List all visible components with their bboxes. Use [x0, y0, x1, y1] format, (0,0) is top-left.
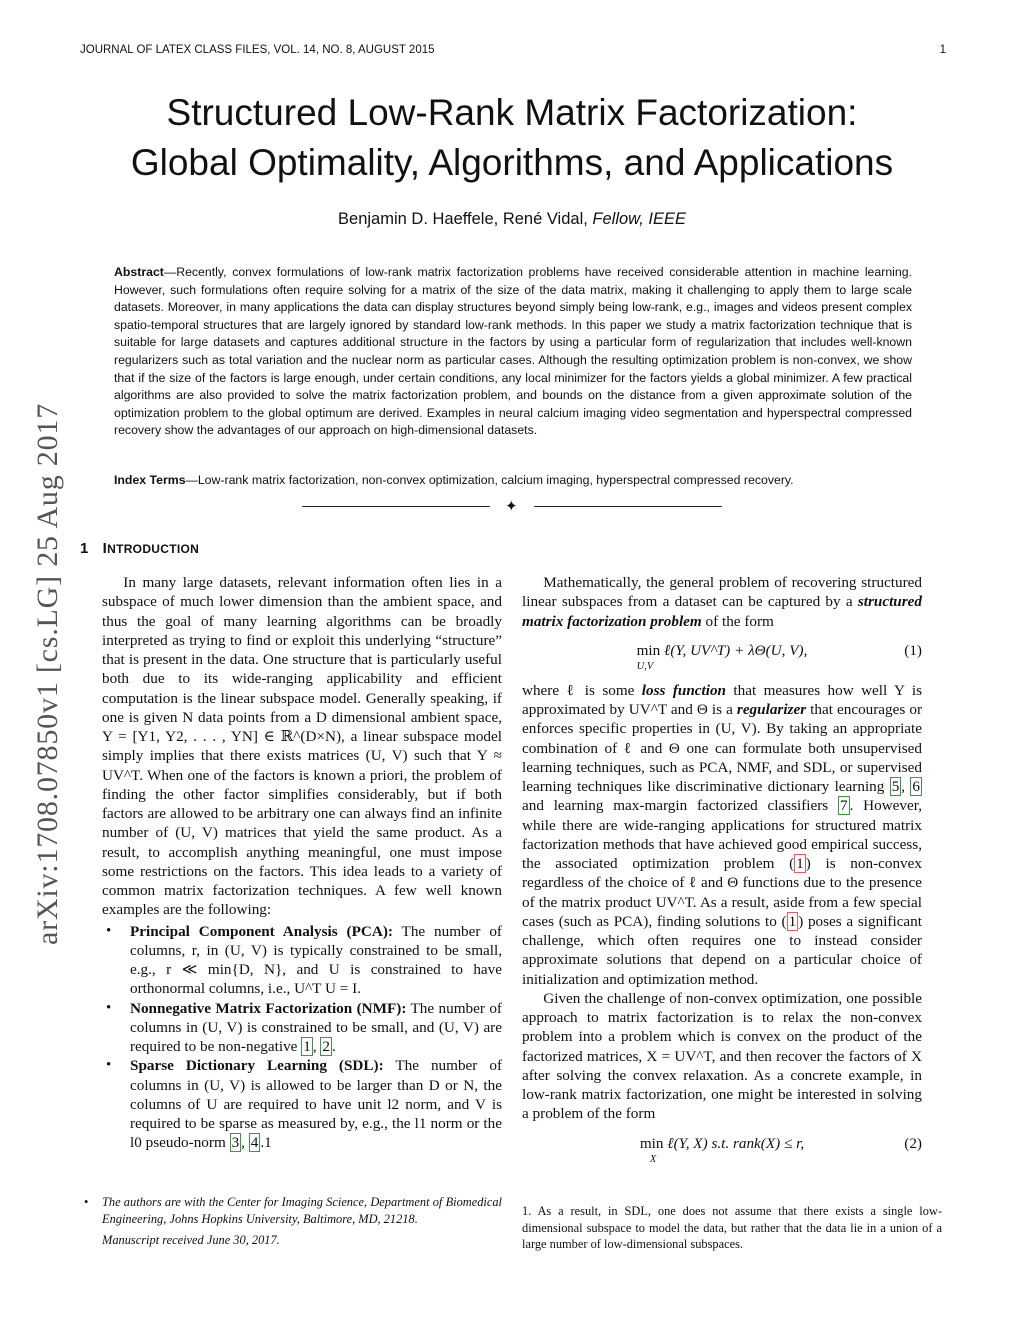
separator-diamond-icon: ✦: [505, 499, 518, 515]
abstract-label: Abstract: [114, 265, 164, 279]
index-terms-text: —Low-rank matrix factorization, non-convex optimization, calcium imaging, hyperspectral compressed recovery.: [185, 473, 794, 487]
paragraph-text: poses a significant challenge, which often requires one to instead consider approximate solutions that depend on a particular choice of initialization and optimization method.: [522, 912, 922, 988]
author-names: Benjamin D. Haeffele, René Vidal,: [338, 210, 588, 228]
equation-body: [522, 1134, 922, 1165]
paragraph-text: and learning max-margin factorized classifiers: [522, 797, 838, 815]
list-item: • Sparse Dictionary Learning (SDL): The number of columns in (U, V) is allowed to be larger than D or N, the columns of U are required to have unit l2 norm, and V is required to be sparse as measured by, e.g., the l1 norm or the l0 pseudo-norm 3 , 4 .1: [130, 1056, 502, 1152]
author-line: [60, 210, 964, 229]
equation-expression: ℓ(Y, UV^T) + λΘ(U, V),: [664, 641, 808, 659]
list-item-term: Principal Component Analysis (PCA):: [130, 922, 393, 940]
section-title-initial: I: [102, 540, 108, 557]
citation-link[interactable]: 2: [322, 1038, 330, 1055]
emphasis-term: regularizer: [736, 701, 807, 718]
bullet-icon: •: [84, 1195, 89, 1209]
paragraph-text: . However, while there are wide-ranging applications for structured matrix factorization methods that have achieved good empirical success, the associated optimization problem: [522, 797, 922, 872]
separator-line-left: [302, 506, 490, 507]
equation-subscript: U,V: [636, 660, 654, 672]
affiliation-footnote: [84, 1194, 502, 1227]
citation-link[interactable]: 1: [303, 1038, 311, 1055]
list-item-text: The number of columns, r, in (U, V) is typically constrained to be small, e.g., r ≪ min{D, N}, and U is constrained to have orthonormal columns, i.e., U^T U = I.: [130, 922, 502, 998]
paragraph: where ℓ is some loss function that measures how well Y is approximated by UV^T and Θ is a regularizer that encourages or enforces specific properties in (U, V). By taking an appropriate combination of ℓ and Θ one can formulate both unsupervised learning techniques, such as PCA, NMF, and SDL, or supervised learning techniques like discriminative dictionary learning 5 , 6 and learning max-margin factorized classifiers 7 . However, while there are wide-ranging applications for structured matrix factorization methods that have achieved good empirical success, the associated optimization problem ( 1 ) is non-convex regardless of the choice of ℓ and Θ functions due to the presence of the matrix product UV^T. As a result, aside from a few special cases (such as PCA), finding solutions to ( 1 ) poses a significant challenge, which often requires one to instead consider approximate solutions that depend on a particular choice of initialization and optimization method.: [522, 681, 923, 988]
abstract-text: —Recently, convex formulations of low-rank matrix factorization problems have received considerable attention in machine learning. However, such formulations often require solving for a matrix of the size of the data matrix, making it challenging to apply them to large scale datasets. Moreover, in many applications the data can display structures beyond simply being low-rank, e.g., images and videos present complex spatio-temporal structures that are largely ignored by standard low-rank methods. In this paper we study a matrix factorization technique that is suitable for large datasets and captures additional structure in the factors by using a particular form of regularization that includes well-known regularizers such as total variation and the nuclear norm as particular cases. Although the resulting optimization problem is non-convex, we show that if the size of the factors is large enough, under certain conditions, any local minimizer for the factors yields a global minimizer. A few practical algorithms are also provided to solve the matrix factorization problem, and bounds on the distance from a given approximate solution of the optimization problem to the global optimum are derived. Examples in neural calcium imaging video segmentation and hyperspectral compressed recovery show the advantages of our approach on high-dimensional datasets.: [114, 265, 912, 438]
list-item-term: Nonnegative Matrix Factorization (NMF):: [130, 999, 407, 1017]
footnote-1: 1. As a result, in SDL, one does not assume that there exists a single low-dimensional subspace to model the data, but rather that the data lie in a union of a large number of low-dimensional subspaces.: [522, 1204, 942, 1252]
author-fellow: Fellow, IEEE: [592, 210, 686, 228]
list-item: [130, 922, 502, 999]
paragraph-text: where ℓ is some: [522, 681, 642, 699]
arxiv-identifier: arXiv:1708.07850v1 [cs.LG] 25 Aug 2017: [31, 402, 64, 945]
index-terms: [114, 472, 912, 490]
paragraph-text: that encourages or enforces specific properties in (U, V). By taking an appropriate combination of ℓ and Θ one can formulate both unsupervised learning techniques, such as PCA, NMF, and SDL, or supervised learning techniques like discriminative dictionary learning: [522, 701, 923, 795]
list-item-tail: .1: [260, 1134, 272, 1152]
citation-link[interactable]: 7: [839, 797, 848, 815]
list-item-tail: .: [332, 1038, 336, 1055]
equation-subscript: X: [649, 1153, 657, 1165]
equation-1: [522, 637, 922, 677]
paragraph-text: of the form: [701, 612, 774, 630]
section-title-rest: NTRODUCTION: [107, 542, 200, 556]
section-separator: [302, 497, 722, 517]
citation-link[interactable]: 5: [891, 778, 900, 795]
title-line-1: Structured Low-Rank Matrix Factorization:: [166, 92, 858, 133]
affiliation-text: The authors are with the Center for Imaging Science, Department of Biomedical Engineering, Johns Hopkins University, Baltimore, MD, 21218.: [102, 1195, 502, 1226]
citation-link[interactable]: 4: [250, 1134, 259, 1152]
emphasis-term: loss function: [641, 681, 727, 699]
paragraph: Given the challenge of non-convex optimization, one possible approach to matrix factorization is to relax the non-convex problem into a problem which is convex on the product of the factorized matrices, X = UV^T, and then recover the factors of X after solving the convex relaxation. As a concrete example, in low-rank matrix factorization, one might be interested in solving a problem of the form: [522, 989, 922, 1123]
equation-operator: min: [636, 641, 661, 659]
running-header: [80, 44, 946, 62]
index-terms-label: Index Terms: [114, 473, 186, 487]
journal-name: JOURNAL OF LATEX CLASS FILES, VOL. 14, NO. 8, AUGUST 2015: [80, 44, 435, 56]
equation-ref-link[interactable]: 1: [796, 855, 804, 872]
equation-ref-link[interactable]: 1: [788, 912, 797, 930]
separator-line-right: [534, 506, 722, 507]
equation-expression: ℓ(Y, X) s.t. rank(X) ≤ r,: [667, 1134, 805, 1152]
paper-title: [60, 88, 964, 188]
equation-2: [522, 1130, 922, 1170]
paragraph-text: that measures how well Y is approximated by UV^T and Θ is a: [522, 681, 922, 718]
section-number: 1: [80, 540, 89, 557]
arxiv-stamp: [16, 350, 76, 945]
list-item-text: The number of columns in (U, V) is allowed to be larger than D or N, the columns of U are required to have unit l2 norm, and V is required to be sparse as measured by, e.g., the l1 norm or the l0 pseudo-norm: [130, 1057, 502, 1152]
paragraph: [522, 573, 922, 631]
factorization-list: [102, 922, 502, 1153]
title-line-2: Global Optimality, Algorithms, and Applications: [130, 142, 894, 183]
citation-link[interactable]: 6: [912, 778, 921, 795]
equation-operator: min: [639, 1134, 664, 1152]
right-column: [522, 573, 922, 1174]
equation-number: (1): [904, 641, 922, 659]
abstract: [114, 264, 912, 440]
list-item-text: The number of columns in (U, V) is constrained to be small, and (U, V) are required to be non-negative: [130, 999, 502, 1055]
emphasis-term: structured matrix factorization problem: [522, 593, 922, 630]
paragraph-text: Mathematically, the general problem of recovering structured linear subspaces from a dataset can be captured by a: [522, 574, 922, 611]
intro-paragraph: In many large datasets, relevant information often lies in a subspace of much lower dimension than the ambient space, and thus the goal of many learning algorithms can be broadly interpreted as trying to find or exploit this underlying “structure” that is present in the data. One structure that is particularly useful both due to its wide-ranging applicability and efficient computation is the linear subspace model. Generally speaking, if one is given N data points from a D dimensional ambient space, Y = [Y1, Y2, . . . , YN] ∈ ℝ^(D×N), a linear subspace model simply implies that there exists matrices (U, V) such that Y ≈ UV^T. When one of the factors is known a priori, the problem of finding the other factor simplifies considerably, but if both factors are allowed to be arbitrary one can always find an infinite number of (U, V) matrices that yield the same product. As a result, to accomplish anything meaningful, one must impose some restrictions on the factors. This idea leads to a variety of common matrix factorization techniques. A few well known examples are the following:: [102, 574, 502, 919]
list-item-term: Sparse Dictionary Learning (SDL):: [130, 1057, 384, 1075]
section-heading: [80, 540, 199, 557]
paragraph-text: is non-convex regardless of the choice of ℓ and Θ functions due to the presence of the matrix product UV^T. As a result, aside from a few special cases (such as PCA), finding solutions to: [522, 855, 922, 930]
equation-body: [522, 641, 922, 672]
page-number: 1: [939, 44, 946, 56]
equation-number: (2): [904, 1134, 922, 1152]
citation-link[interactable]: 3: [231, 1134, 240, 1152]
left-column: [102, 573, 502, 1153]
list-item: • Nonnegative Matrix Factorization (NMF): The number of columns in (U, V) is constrained to be small, and (U, V) are required to be non-negative 1 , 2 .: [130, 999, 502, 1057]
received-note: Manuscript received June 30, 2017.: [102, 1233, 280, 1247]
